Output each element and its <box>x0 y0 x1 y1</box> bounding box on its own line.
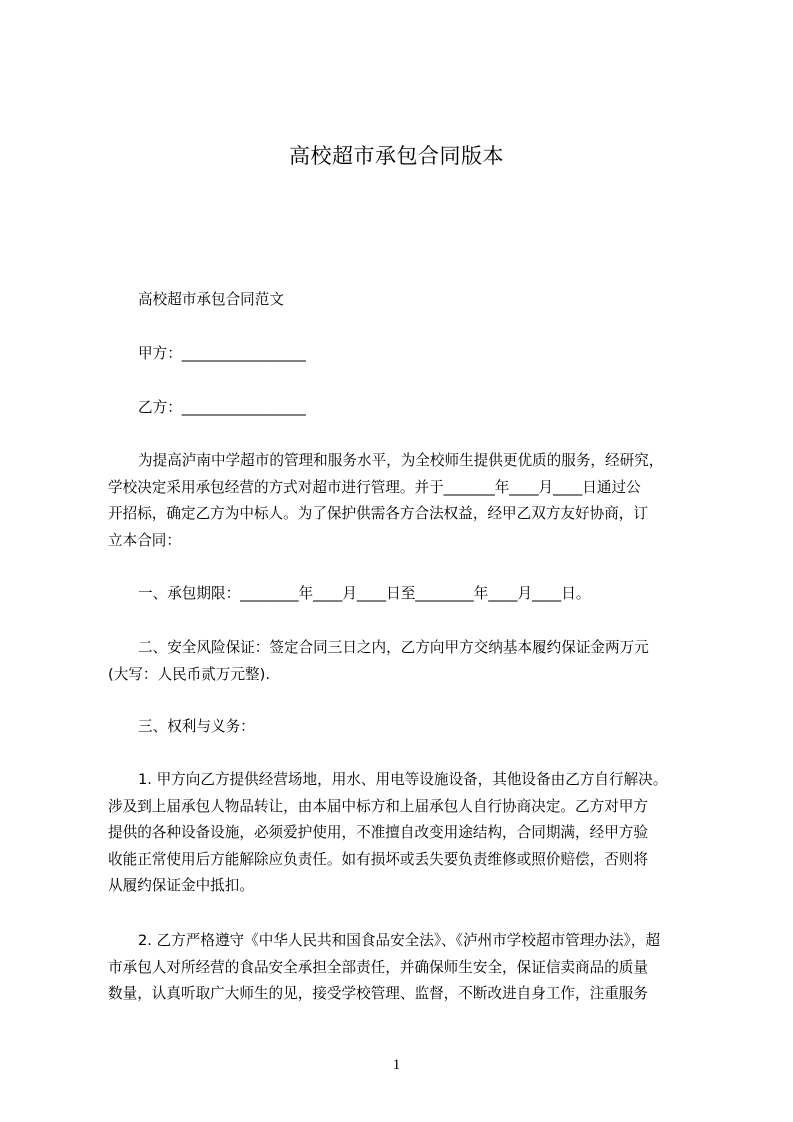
intro-line-1: 为提高泸南中学超市的管理和服务水平，为全校师生提供更优质的服务，经研究， <box>138 452 664 469</box>
item-1-line-1: 1. 甲方向乙方提供经营场地，用水、用电等设施设备，其他设备由乙方自行解决。 <box>138 771 668 788</box>
party-b-line <box>108 395 708 422</box>
document-title: 高校超市承包合同版本 <box>289 144 504 168</box>
section-1-paragraph <box>108 581 708 608</box>
item-2-line-1: 2. 乙方严格遵守《中华人民共和国食品安全法》、《泸州市学校超市管理办法》，超 <box>138 932 661 949</box>
section-1-text: 一、承包期限：________年____月____日至________年____月____日。 <box>138 585 591 602</box>
intro-line-4: 立本合同： <box>108 531 181 549</box>
intro-line-2: 学校决定采用承包经营的方式对超市进行管理。并于_______年____月____日通过公 <box>108 478 641 496</box>
party-b-text: 乙方：_________________ <box>138 399 306 416</box>
section-3-heading <box>108 714 708 741</box>
party-a-text: 甲方：_________________ <box>138 345 306 362</box>
subtitle-text: 高校超市承包合同范文 <box>138 291 284 308</box>
section-3-text: 三、权利与义务： <box>138 718 255 735</box>
intro-line-3: 开招标，确定乙方为中标人。为了保护供需各方合法权益，经甲乙双方友好协商，订 <box>108 505 648 522</box>
party-a-line <box>108 341 708 368</box>
item-1-line-2: 涉及到上届承包人物品转让，由本届中标方和上届承包人自行协商决定。乙方对甲方 <box>108 797 648 815</box>
section-2-line-2: (大写：人民币贰万元整). <box>108 665 270 683</box>
item-1-line-4: 收能正常使用后方能解除应负责任。如有损坏或丢失要负责维修或照价赔偿，否则将 <box>108 850 648 868</box>
item-1-line-3: 提供的各种设备设施，必须爱护使用，不准擅自改变用途结构，合同期满，经甲方验 <box>108 824 648 841</box>
item-2-line-2: 市承包人对所经营的食品安全承担全部责任，并确保师生安全，保证信卖商品的质量 <box>108 958 648 976</box>
item-2-line-3: 数量，认真听取广大师生的见，接受学校管理、监督，不断改进自身工作，注重服务 <box>108 985 648 1002</box>
item-1-paragraph <box>108 767 708 900</box>
subtitle-paragraph <box>108 287 708 314</box>
page-number: 1 <box>392 1057 401 1073</box>
section-2-paragraph <box>108 635 708 688</box>
item-1-line-5: 从履约保证金中抵扣。 <box>108 877 254 894</box>
item-2-paragraph <box>108 928 708 1008</box>
intro-paragraph <box>108 448 708 554</box>
section-2-line-1: 二、安全风险保证：签定合同三日之内，乙方向甲方交纳基本履约保证金两万元 <box>138 639 649 656</box>
